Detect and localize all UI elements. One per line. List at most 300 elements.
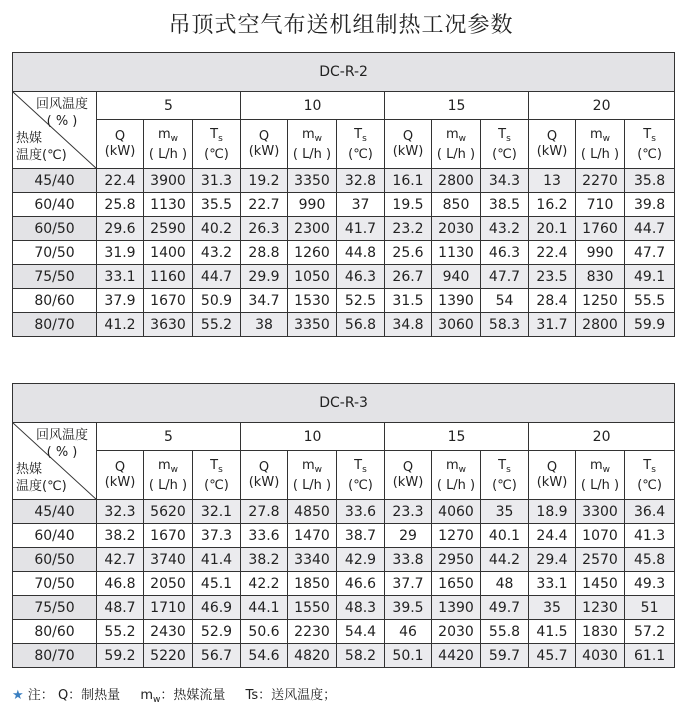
ts-unit: (℃)	[204, 146, 229, 162]
value-cell: 4060	[432, 500, 481, 524]
table-row	[13, 217, 675, 241]
mw-header	[288, 451, 337, 500]
value-cell: 1230	[576, 596, 625, 620]
medium-temp-cell: 60/50	[13, 217, 97, 241]
value-cell: 44.8	[337, 241, 385, 265]
value-cell: 31.5	[385, 289, 432, 313]
ts-label: T	[643, 126, 652, 142]
value-cell: 58.2	[337, 644, 385, 668]
q-label: Q	[402, 129, 414, 144]
mw-unit: ( L/h )	[292, 477, 332, 493]
q-label: Q	[546, 460, 558, 475]
value-cell: 1550	[288, 596, 337, 620]
note-m-sub: w	[153, 695, 161, 705]
ts-header	[625, 451, 675, 500]
q-unit: (kW)	[536, 475, 568, 490]
value-cell: 27.8	[241, 500, 288, 524]
value-cell: 850	[432, 193, 481, 217]
value-cell: 33.8	[385, 548, 432, 572]
medium-temp-cell: 75/50	[13, 265, 97, 289]
value-cell: 3300	[576, 500, 625, 524]
ts-sub: s	[362, 464, 367, 475]
value-cell: 2230	[288, 620, 337, 644]
value-cell: 38.7	[337, 524, 385, 548]
value-cell: 3340	[288, 548, 337, 572]
q-unit: (kW)	[248, 475, 280, 490]
value-cell: 3350	[288, 313, 337, 337]
value-cell: 55.5	[625, 289, 675, 313]
table-row	[13, 289, 675, 313]
value-cell: 3740	[144, 548, 193, 572]
q-header	[241, 451, 288, 500]
value-cell: 47.7	[625, 241, 675, 265]
q-header	[529, 120, 576, 169]
note-ts: Ts：送风温度；	[245, 688, 337, 703]
value-cell: 45.8	[625, 548, 675, 572]
value-cell: 16.1	[385, 169, 432, 193]
value-cell: 1130	[144, 193, 193, 217]
return-temp-header: 5	[97, 92, 241, 120]
value-cell: 3060	[432, 313, 481, 337]
value-cell: 44.1	[241, 596, 288, 620]
value-cell: 2300	[288, 217, 337, 241]
ts-sub: s	[362, 133, 367, 144]
value-cell: 48.7	[97, 596, 144, 620]
q-unit: (kW)	[392, 144, 424, 159]
ts-label: T	[210, 457, 219, 473]
mw-sub: w	[458, 464, 467, 475]
value-cell: 35	[481, 500, 529, 524]
table-row	[13, 265, 675, 289]
value-cell: 1830	[576, 620, 625, 644]
value-cell: 46.6	[337, 572, 385, 596]
mw-unit: ( L/h )	[580, 146, 620, 162]
value-cell: 4420	[432, 644, 481, 668]
value-cell: 1530	[288, 289, 337, 313]
value-cell: 46.3	[481, 241, 529, 265]
value-cell: 28.8	[241, 241, 288, 265]
medium-temp-cell: 60/40	[13, 524, 97, 548]
ts-label: T	[498, 126, 507, 142]
value-cell: 2030	[432, 620, 481, 644]
ts-unit: (℃)	[492, 477, 517, 493]
value-cell: 34.8	[385, 313, 432, 337]
note-m-rest: ：热媒流量	[160, 688, 226, 703]
value-cell: 2570	[576, 548, 625, 572]
q-label: Q	[402, 460, 414, 475]
mw-unit: ( L/h )	[292, 146, 332, 162]
table-row	[13, 596, 675, 620]
table-row	[13, 620, 675, 644]
ts-unit: (℃)	[637, 146, 662, 162]
mw-unit: ( L/h )	[436, 146, 476, 162]
value-cell: 49.3	[625, 572, 675, 596]
value-cell: 49.1	[625, 265, 675, 289]
return-temp-header: 10	[241, 423, 385, 451]
note-prefix: 注：	[27, 688, 54, 703]
value-cell: 29.4	[529, 548, 576, 572]
mw-header	[144, 120, 193, 169]
star-icon: ★	[12, 688, 24, 703]
q-header	[385, 120, 432, 169]
medium-label: 热媒	[16, 131, 43, 146]
value-cell: 42.9	[337, 548, 385, 572]
ts-label: T	[210, 126, 219, 142]
value-cell: 35	[529, 596, 576, 620]
value-cell: 19.2	[241, 169, 288, 193]
value-cell: 55.2	[97, 620, 144, 644]
value-cell: 32.1	[193, 500, 241, 524]
value-cell: 3350	[288, 169, 337, 193]
value-cell: 59.9	[625, 313, 675, 337]
table-row	[13, 524, 675, 548]
medium-temp-cell: 45/40	[13, 169, 97, 193]
value-cell: 26.7	[385, 265, 432, 289]
value-cell: 25.6	[385, 241, 432, 265]
value-cell: 50.6	[241, 620, 288, 644]
value-cell: 56.8	[337, 313, 385, 337]
value-cell: 41.4	[193, 548, 241, 572]
q-unit: (kW)	[392, 475, 424, 490]
value-cell: 46.3	[337, 265, 385, 289]
medium-temp-cell: 80/70	[13, 313, 97, 337]
medium-temp-cell: 75/50	[13, 596, 97, 620]
ts-sub: s	[506, 464, 511, 475]
value-cell: 5220	[144, 644, 193, 668]
value-cell: 42.2	[241, 572, 288, 596]
value-cell: 1260	[288, 241, 337, 265]
value-cell: 4820	[288, 644, 337, 668]
value-cell: 56.7	[193, 644, 241, 668]
value-cell: 1710	[144, 596, 193, 620]
value-cell: 38.2	[241, 548, 288, 572]
value-cell: 2800	[432, 169, 481, 193]
value-cell: 54.4	[337, 620, 385, 644]
value-cell: 2430	[144, 620, 193, 644]
value-cell: 33.1	[529, 572, 576, 596]
value-cell: 5620	[144, 500, 193, 524]
mw-unit: ( L/h )	[436, 477, 476, 493]
mw-sub: w	[170, 464, 179, 475]
value-cell: 29.9	[241, 265, 288, 289]
q-label: Q	[114, 129, 126, 144]
note-q: Q：制热量	[57, 688, 121, 703]
value-cell: 41.5	[529, 620, 576, 644]
value-cell: 31.3	[193, 169, 241, 193]
ts-header	[481, 451, 529, 500]
mw-label: m	[589, 457, 603, 473]
medium-unit: 温度(℃)	[16, 148, 67, 163]
ts-unit: (℃)	[204, 477, 229, 493]
ts-unit: (℃)	[637, 477, 662, 493]
q-header	[97, 120, 144, 169]
ts-header	[625, 120, 675, 169]
value-cell: 48.3	[337, 596, 385, 620]
mw-sub: w	[602, 133, 611, 144]
value-cell: 40.2	[193, 217, 241, 241]
ts-sub: s	[651, 133, 656, 144]
value-cell: 25.8	[97, 193, 144, 217]
mw-sub: w	[602, 464, 611, 475]
value-cell: 52.5	[337, 289, 385, 313]
ts-header	[193, 120, 241, 169]
value-cell: 46.9	[193, 596, 241, 620]
value-cell: 2030	[432, 217, 481, 241]
value-cell: 1270	[432, 524, 481, 548]
value-cell: 940	[432, 265, 481, 289]
diagonal-header-cell	[13, 423, 97, 500]
return-temp-header: 15	[385, 423, 529, 451]
medium-temp-cell: 45/40	[13, 500, 97, 524]
ts-unit: (℃)	[348, 477, 373, 493]
ts-label: T	[354, 126, 363, 142]
diagonal-header-cell	[13, 92, 97, 169]
value-cell: 41.3	[625, 524, 675, 548]
value-cell: 35.5	[193, 193, 241, 217]
mw-header	[432, 451, 481, 500]
value-cell: 23.2	[385, 217, 432, 241]
ts-label: T	[498, 457, 507, 473]
value-cell: 4850	[288, 500, 337, 524]
q-label: Q	[258, 129, 270, 144]
value-cell: 43.2	[481, 217, 529, 241]
value-cell: 61.1	[625, 644, 675, 668]
value-cell: 38	[241, 313, 288, 337]
value-cell: 34.7	[241, 289, 288, 313]
table-row	[13, 193, 675, 217]
value-cell: 45.1	[193, 572, 241, 596]
value-cell: 39.8	[625, 193, 675, 217]
q-unit: (kW)	[104, 144, 136, 159]
q-unit: (kW)	[248, 144, 280, 159]
ts-header	[337, 120, 385, 169]
value-cell: 50.1	[385, 644, 432, 668]
ts-header	[337, 451, 385, 500]
value-cell: 33.1	[97, 265, 144, 289]
q-header	[97, 451, 144, 500]
q-label: Q	[546, 129, 558, 144]
value-cell: 45.7	[529, 644, 576, 668]
medium-temp-cell: 60/40	[13, 193, 97, 217]
value-cell: 1650	[432, 572, 481, 596]
mw-unit: ( L/h )	[148, 146, 188, 162]
value-cell: 46	[385, 620, 432, 644]
value-cell: 40.1	[481, 524, 529, 548]
return-temp-header: 20	[529, 423, 675, 451]
return-temp-header: 5	[97, 423, 241, 451]
value-cell: 990	[288, 193, 337, 217]
table-row	[13, 572, 675, 596]
ts-sub: s	[218, 133, 223, 144]
value-cell: 4030	[576, 644, 625, 668]
value-cell: 33.6	[241, 524, 288, 548]
mw-unit: ( L/h )	[148, 477, 188, 493]
value-cell: 43.2	[193, 241, 241, 265]
value-cell: 1390	[432, 596, 481, 620]
q-label: Q	[114, 460, 126, 475]
page-title: 吊顶式空气布送机组制热工况参数	[168, 13, 514, 38]
mw-label: m	[589, 126, 603, 142]
ts-label: T	[354, 457, 363, 473]
mw-header	[576, 120, 625, 169]
value-cell: 830	[576, 265, 625, 289]
value-cell: 1130	[432, 241, 481, 265]
medium-temp-cell: 60/50	[13, 548, 97, 572]
value-cell: 1050	[288, 265, 337, 289]
value-cell: 2590	[144, 217, 193, 241]
mw-header	[432, 120, 481, 169]
value-cell: 58.3	[481, 313, 529, 337]
mw-label: m	[445, 457, 459, 473]
value-cell: 38.5	[481, 193, 529, 217]
medium-label: 热媒	[16, 462, 43, 477]
value-cell: 23.3	[385, 500, 432, 524]
value-cell: 44.2	[481, 548, 529, 572]
value-cell: 3900	[144, 169, 193, 193]
value-cell: 39.5	[385, 596, 432, 620]
value-cell: 2800	[576, 313, 625, 337]
return-air-label: 回风温度	[35, 428, 88, 443]
medium-unit: 温度(℃)	[16, 479, 67, 494]
mw-sub: w	[170, 133, 179, 144]
value-cell: 49.7	[481, 596, 529, 620]
value-cell: 54.6	[241, 644, 288, 668]
mw-sub: w	[314, 464, 323, 475]
value-cell: 37.7	[385, 572, 432, 596]
value-cell: 13	[529, 169, 576, 193]
mw-label: m	[301, 457, 315, 473]
model-name: DC-R-3	[13, 384, 675, 423]
value-cell: 31.7	[529, 313, 576, 337]
model-name: DC-R-2	[13, 53, 675, 92]
medium-temp-cell: 80/60	[13, 289, 97, 313]
return-air-unit: ( % )	[46, 114, 78, 129]
value-cell: 41.7	[337, 217, 385, 241]
value-cell: 46.8	[97, 572, 144, 596]
value-cell: 22.4	[97, 169, 144, 193]
value-cell: 1390	[432, 289, 481, 313]
footnote	[12, 684, 336, 705]
return-air-label: 回风温度	[35, 97, 88, 112]
value-cell: 32.8	[337, 169, 385, 193]
value-cell: 37.3	[193, 524, 241, 548]
value-cell: 22.4	[529, 241, 576, 265]
value-cell: 2270	[576, 169, 625, 193]
mw-header	[288, 120, 337, 169]
spec-table-1	[12, 52, 675, 337]
value-cell: 22.7	[241, 193, 288, 217]
medium-temp-cell: 80/70	[13, 644, 97, 668]
table-row	[13, 548, 675, 572]
mw-label: m	[157, 126, 171, 142]
value-cell: 37.9	[97, 289, 144, 313]
ts-header	[193, 451, 241, 500]
value-cell: 44.7	[193, 265, 241, 289]
value-cell: 28.4	[529, 289, 576, 313]
mw-sub: w	[314, 133, 323, 144]
value-cell: 990	[576, 241, 625, 265]
table-row	[13, 169, 675, 193]
value-cell: 710	[576, 193, 625, 217]
value-cell: 1670	[144, 524, 193, 548]
ts-label: T	[643, 457, 652, 473]
ts-sub: s	[506, 133, 511, 144]
value-cell: 59.7	[481, 644, 529, 668]
table-row	[13, 241, 675, 265]
value-cell: 1070	[576, 524, 625, 548]
table-row	[13, 644, 675, 668]
value-cell: 1670	[144, 289, 193, 313]
value-cell: 38.2	[97, 524, 144, 548]
value-cell: 47.7	[481, 265, 529, 289]
table-row	[13, 313, 675, 337]
ts-unit: (℃)	[348, 146, 373, 162]
return-temp-header: 10	[241, 92, 385, 120]
value-cell: 1760	[576, 217, 625, 241]
value-cell: 1400	[144, 241, 193, 265]
return-temp-header: 20	[529, 92, 675, 120]
value-cell: 51	[625, 596, 675, 620]
value-cell: 37	[337, 193, 385, 217]
medium-temp-cell: 80/60	[13, 620, 97, 644]
ts-sub: s	[218, 464, 223, 475]
value-cell: 55.8	[481, 620, 529, 644]
return-air-unit: ( % )	[46, 445, 78, 460]
mw-label: m	[445, 126, 459, 142]
value-cell: 23.5	[529, 265, 576, 289]
value-cell: 2050	[144, 572, 193, 596]
value-cell: 1850	[288, 572, 337, 596]
value-cell: 35.8	[625, 169, 675, 193]
value-cell: 57.2	[625, 620, 675, 644]
q-header	[241, 120, 288, 169]
value-cell: 31.9	[97, 241, 144, 265]
value-cell: 52.9	[193, 620, 241, 644]
value-cell: 50.9	[193, 289, 241, 313]
value-cell: 33.6	[337, 500, 385, 524]
value-cell: 55.2	[193, 313, 241, 337]
note-m: m	[140, 688, 153, 703]
value-cell: 18.9	[529, 500, 576, 524]
mw-label: m	[301, 126, 315, 142]
value-cell: 3630	[144, 313, 193, 337]
value-cell: 32.3	[97, 500, 144, 524]
mw-sub: w	[458, 133, 467, 144]
spec-table-2	[12, 383, 675, 668]
value-cell: 1160	[144, 265, 193, 289]
value-cell: 59.2	[97, 644, 144, 668]
value-cell: 1450	[576, 572, 625, 596]
value-cell: 24.4	[529, 524, 576, 548]
medium-temp-cell: 70/50	[13, 241, 97, 265]
ts-unit: (℃)	[492, 146, 517, 162]
value-cell: 48	[481, 572, 529, 596]
value-cell: 34.3	[481, 169, 529, 193]
mw-header	[576, 451, 625, 500]
q-unit: (kW)	[536, 144, 568, 159]
q-unit: (kW)	[104, 475, 136, 490]
value-cell: 19.5	[385, 193, 432, 217]
q-header	[385, 451, 432, 500]
value-cell: 44.7	[625, 217, 675, 241]
value-cell: 1250	[576, 289, 625, 313]
value-cell: 36.4	[625, 500, 675, 524]
table-row	[13, 500, 675, 524]
mw-label: m	[157, 457, 171, 473]
value-cell: 41.2	[97, 313, 144, 337]
q-label: Q	[258, 460, 270, 475]
value-cell: 20.1	[529, 217, 576, 241]
